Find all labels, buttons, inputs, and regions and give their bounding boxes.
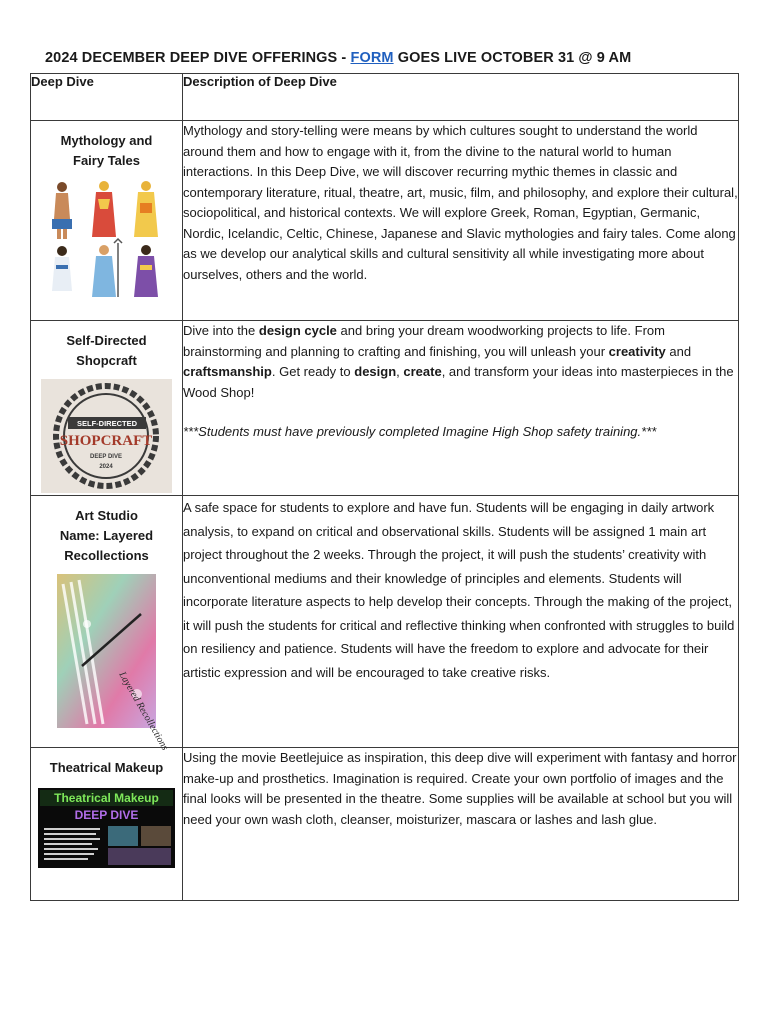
name-line: Mythology and (60, 133, 153, 148)
figure-icon (92, 239, 122, 297)
deep-dive-name: Theatrical Makeup (49, 760, 164, 775)
description-cell: Using the movie Beetlejuice as inspiration, this deep dive will experiment with fantasy and horror make-up and prosthetics. Imagination is required. Create your own portfolio of images and the final looks will be presented in the theatre. Some supplies will be available at school but you will need your own wash cloth, cleanser, moisturizer, mascara or lashes and lash glue. (183, 748, 739, 901)
table-row (31, 496, 739, 748)
theatrical-makeup-image (38, 788, 175, 868)
table-row (31, 321, 739, 496)
table-row (31, 121, 739, 321)
col-header-deep-dive: Deep Dive (31, 74, 183, 121)
name-line: Self-Directed (66, 333, 147, 348)
desc-text: , and transform your ideas into masterpieces in the Wood Shop! (183, 364, 734, 400)
name-cell (31, 321, 183, 496)
safety-note-text: ***Students must have previously completed Imagine High Shop safety training.*** (183, 424, 657, 439)
description-cell: A safe space for students to explore and have fun. Students will be engaging in daily artwork analysis, to expand on critical and observational skills. Students will be assigned 1 main art project throughout the 2 weeks. Through the project, it will push the students’ creativity with unconventional mediums and their knowledge of principles and elements. Students will incorporate literature aspects to help develop their concepts. Through the making of the project, it will push the students for critical and reflective thinking when confronted with struggles to build on resiliency and patience. Students will have the freedom to explore and advocate for their artistic expression and will be encouraged to take creative risks. (183, 496, 739, 748)
safety-note (183, 422, 738, 443)
deep-dive-name (31, 121, 182, 171)
desc-text: and (665, 343, 692, 359)
desc-text: and bring your dream woodworking projects to life. From brainstorming and planning to crafting and finishing, you will unleash your (183, 323, 665, 359)
desc-bold: design (354, 364, 397, 379)
name-line: Art Studio (75, 508, 138, 523)
makeup-image-title: Theatrical Makeup (54, 791, 159, 805)
desc-bold: craftsmanship (183, 364, 272, 379)
name-cell (31, 121, 183, 321)
desc-text: . Get ready to (271, 364, 355, 379)
badge-top-text: SELF-DIRECTED (77, 419, 137, 428)
layered-recollections-image (57, 574, 171, 753)
mythology-figures-image (48, 179, 166, 301)
page-title (45, 50, 631, 66)
desc-text: Dive into the (183, 323, 259, 338)
deep-dive-name (31, 496, 182, 566)
badge-year-text: 2024 (99, 464, 113, 470)
desc-bold: create (403, 364, 442, 379)
name-cell (31, 496, 183, 753)
name-line: Recollections (64, 548, 149, 563)
desc-text: , (396, 364, 404, 379)
figure-icon (52, 246, 72, 291)
table-header-row (31, 74, 739, 121)
figure-icon (134, 181, 158, 237)
name-cell (31, 748, 183, 901)
col-header-description: Description of Deep Dive (183, 74, 739, 121)
name-line: Name: Layered (59, 528, 154, 543)
desc-bold: design cycle (258, 323, 337, 338)
badge-main-text: SHOPCRAFT (59, 433, 153, 449)
figure-icon (52, 182, 72, 239)
description-cell: Mythology and story-telling were means by which cultures sought to understand the world around them and how to engage with it, from the divine to the natural world to human interactions. In this Deep Dive, we will discover recurring mythic themes in classic and contemporary literature, ritual, theatre, art, music, film, and philosophy, and explore their cultural, sociopolitical, and historical contexts. We will explore Greek, Roman, Egyptian, Germanic, Nordic, Icelandic, Celtic, Chinese, Japanese and Slavic mythologies and fairy tales. Come along as we develop our analytical skills and cultural sensitivity all while investigating more about ourselves, others and the world. (183, 121, 739, 321)
figure-icon (134, 245, 158, 297)
title-prefix: 2024 DECEMBER DEEP DIVE OFFERINGS - (45, 50, 351, 66)
name-line: Fairy Tales (73, 153, 140, 168)
desc-bold: creativity (608, 343, 666, 359)
table-row (31, 748, 739, 901)
deep-dive-name (31, 321, 182, 371)
description-cell (183, 321, 739, 496)
shopcraft-badge-image (41, 379, 172, 493)
badge-sub-text: DEEP DIVE (90, 454, 122, 460)
title-suffix: GOES LIVE OCTOBER 31 @ 9 AM (393, 50, 632, 66)
makeup-image-subtitle: DEEP DIVE (74, 808, 139, 822)
name-line: Shopcraft (76, 353, 137, 368)
art-image-caption: Layered Recollections (116, 670, 171, 753)
figure-icon (92, 181, 116, 237)
deep-dive-table (30, 73, 739, 901)
form-link[interactable]: FORM (350, 50, 394, 66)
